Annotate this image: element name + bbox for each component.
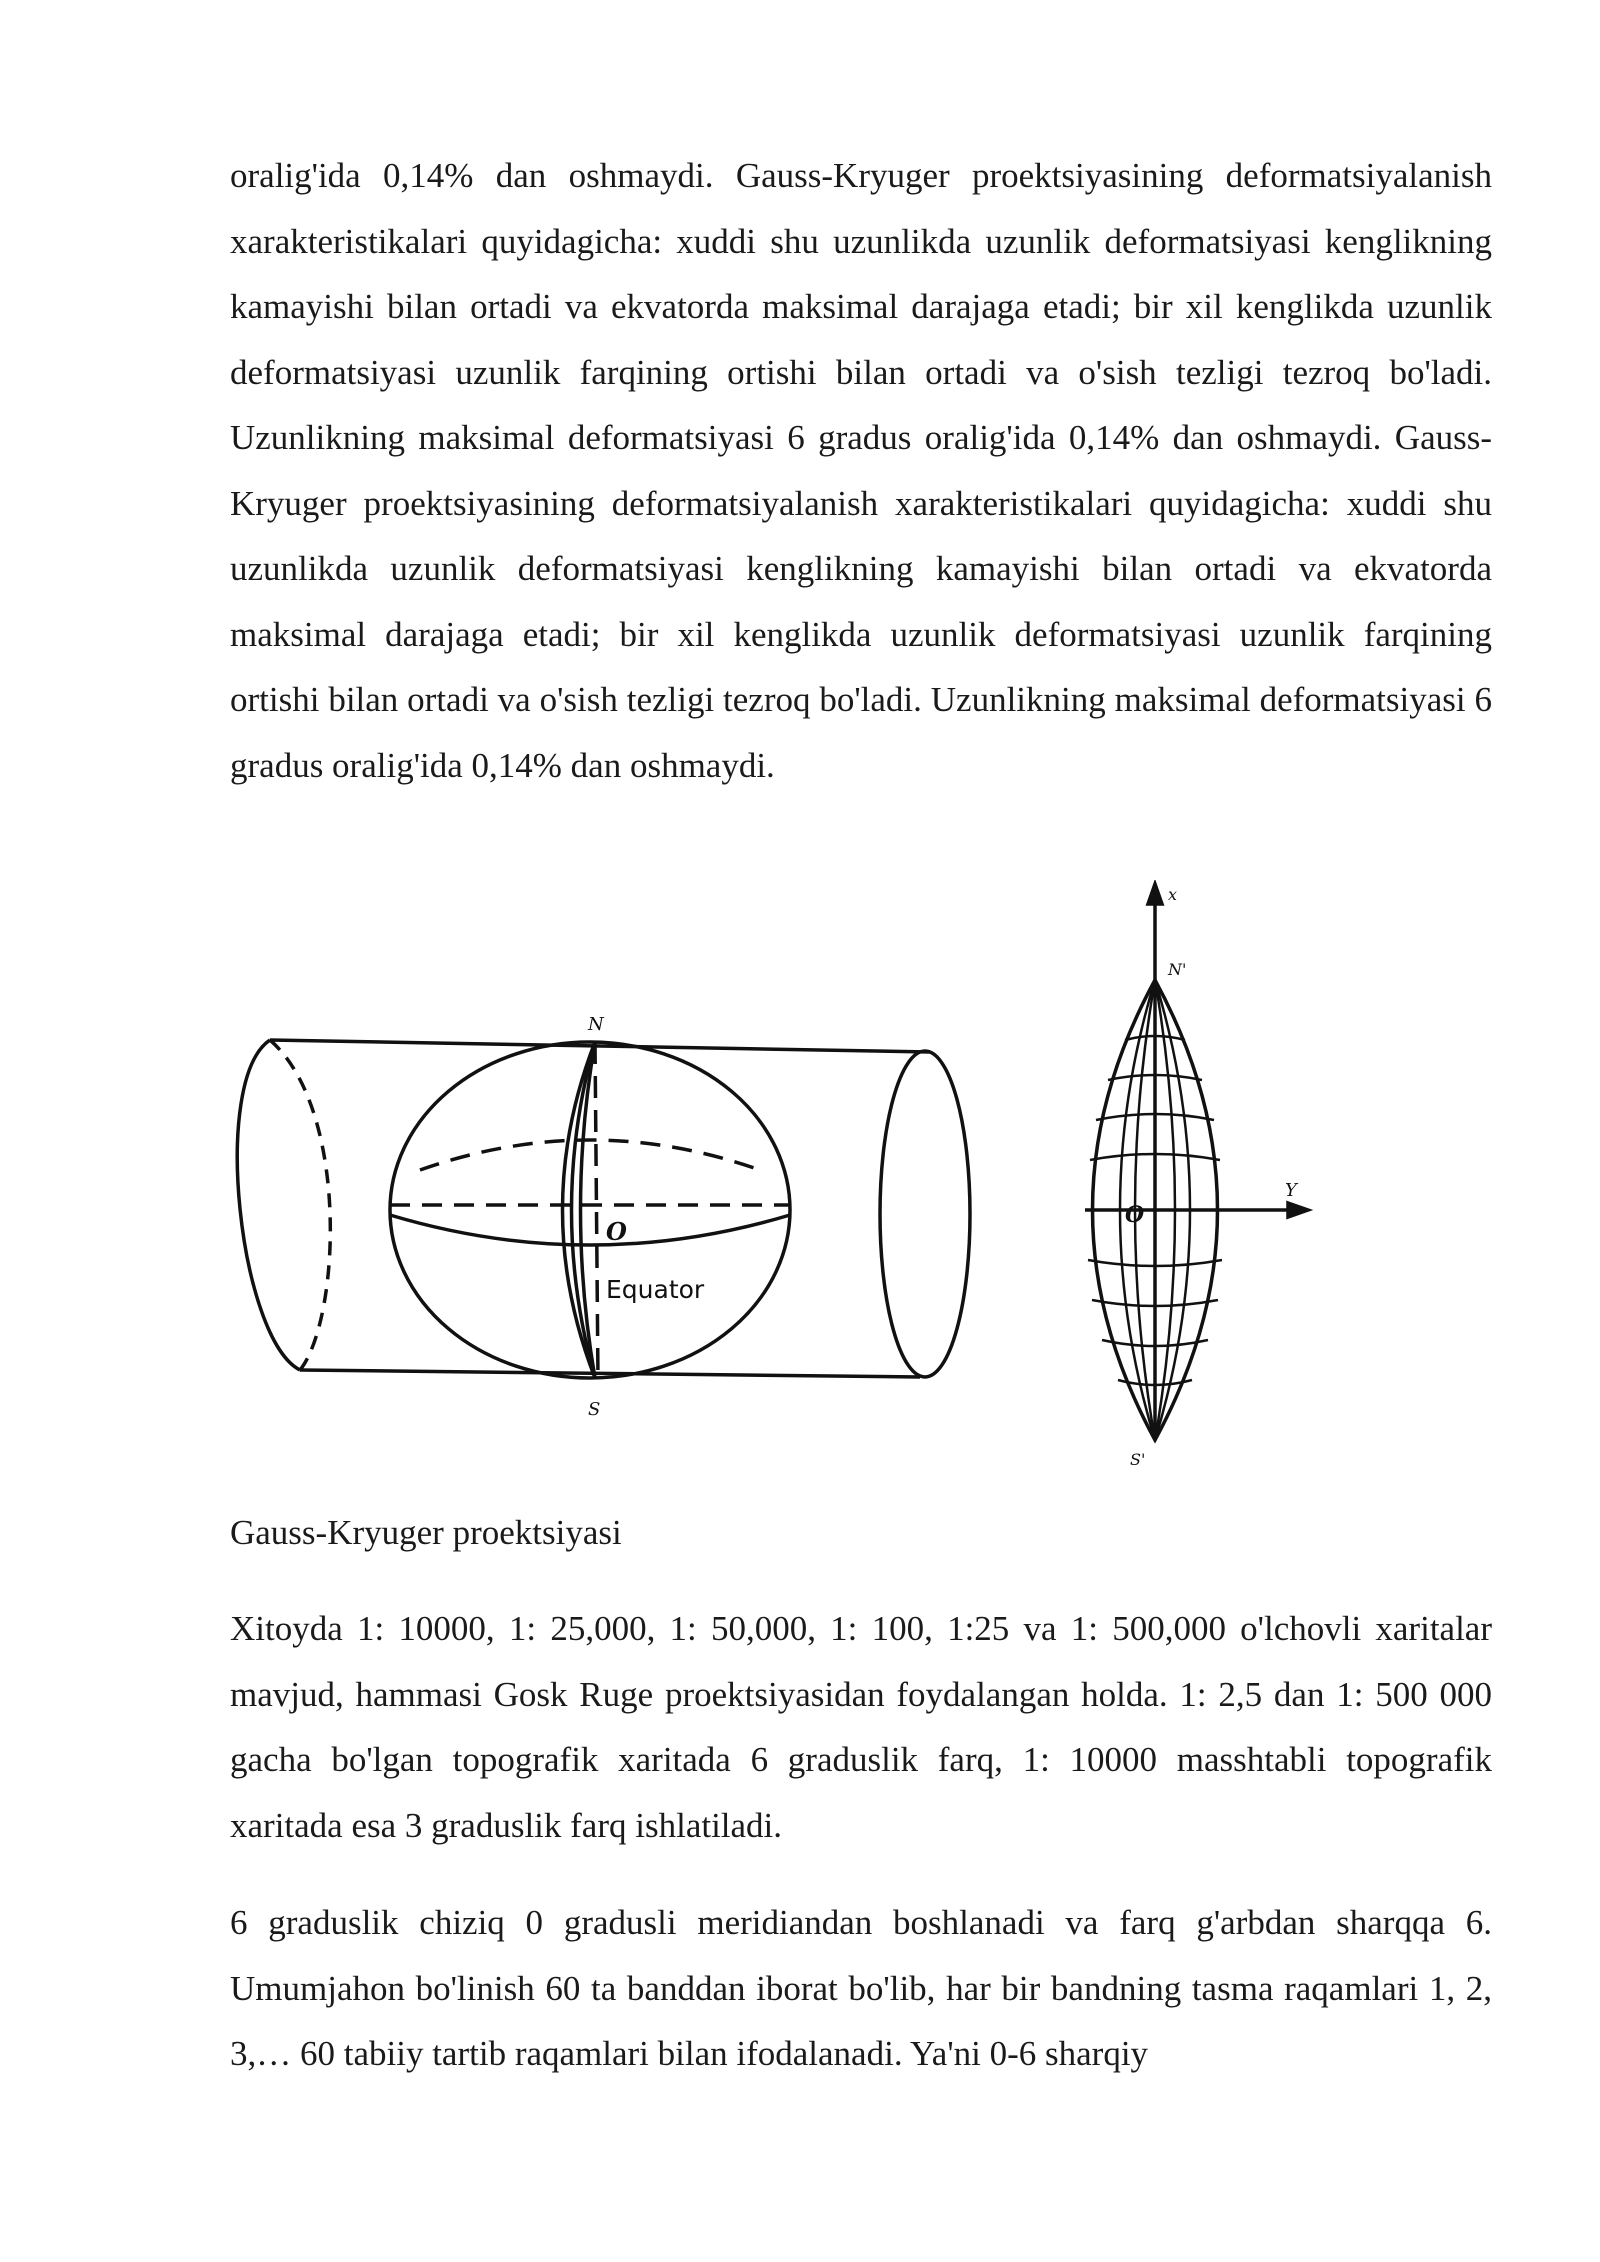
label-north-prime: N' bbox=[1168, 960, 1187, 979]
cylinder-right-end bbox=[880, 1051, 970, 1377]
meridian-2 bbox=[572, 1042, 596, 1378]
label-axis-x: x bbox=[1168, 885, 1178, 904]
cylinder-left-front bbox=[237, 1040, 300, 1370]
x-axis-arrowhead bbox=[1148, 884, 1162, 904]
label-axis-y: Y bbox=[1285, 1180, 1297, 1201]
gauss-kryuger-figure bbox=[230, 880, 1330, 1480]
projection-diagram bbox=[230, 880, 1330, 1480]
polar-axis bbox=[595, 1042, 598, 1380]
label-north: N bbox=[588, 1014, 604, 1035]
paragraph-six-degree-zones: 6 graduslik chiziq 0 gradusli meridiandan boshlanadi va farq g'arbdan sharqqa 6. Umumjahon bo'linish 60 ta banddan iborat bo'lib, har bir bandning tasma raqamlari 1, 2, 3,… 60 tabiiy tartib raqamlari bilan ifodalanadi. Ya'ni 0-6 sharqiy bbox=[230, 1903, 1492, 2073]
label-south: S bbox=[588, 1399, 601, 1420]
equator-line bbox=[390, 1215, 790, 1245]
label-origin-prime: O bbox=[1125, 1202, 1145, 1228]
label-origin: O bbox=[606, 1217, 627, 1246]
figure-caption: Gauss-Kryuger proektsiyasi bbox=[230, 1513, 622, 1552]
globe-outline bbox=[390, 1042, 790, 1378]
y-axis-arrowhead bbox=[1288, 1203, 1308, 1217]
parallel-dashed bbox=[420, 1140, 760, 1170]
paragraph-maps-china: Xitoyda 1: 10000, 1: 25,000, 1: 50,000, 1: 100, 1:25 va 1: 500,000 o'lchovli xaritalar mavjud, hammasi Gosk Ruge proektsiyasidan foydalangan holda. 1: 2,5 dan 1: 500 000 gacha bo'lgan topografik xaritada 6 graduslik farq, 1: 10000 masshtabli topografik xaritada esa 3 graduslik farq ishlatiladi. bbox=[230, 1609, 1492, 1845]
label-equator: Equator bbox=[606, 1275, 705, 1304]
label-south-prime: S' bbox=[1130, 1450, 1146, 1469]
cylinder-left-back bbox=[270, 1040, 330, 1370]
paragraph-deformation: oralig'ida 0,14% dan oshmaydi. Gauss-Kryuger proektsiyasining deformatsiyalanish xarakteristikalari quyidagicha: xuddi shu uzunlikda uzunlik deformatsiyasi kenglikning kamayishi bilan ortadi va ekvatorda maksimal darajaga etadi; bir xil kenglikda uzunlik deformatsiyasi uzunlik farqining ortishi bilan ortadi va o'sish tezligi tezroq bo'ladi. Uzunlikning maksimal deformatsiyasi 6 gradus oralig'ida 0,14% dan oshmaydi. Gauss-Kryuger proektsiyasining deformatsiyalanish xarakteristikalari quyidagicha: xuddi shu uzunlikda uzunlik deformatsiyasi kenglikning kamayishi bilan ortadi va ekvatorda maksimal darajaga etadi; bir xil kenglikda uzunlik deformatsiyasi uzunlik farqining ortishi bilan ortadi va o'sish tezligi tezroq bo'ladi. Uzunlikning maksimal deformatsiyasi 6 gradus oralig'ida 0,14% dan oshmaydi. bbox=[230, 156, 1492, 785]
